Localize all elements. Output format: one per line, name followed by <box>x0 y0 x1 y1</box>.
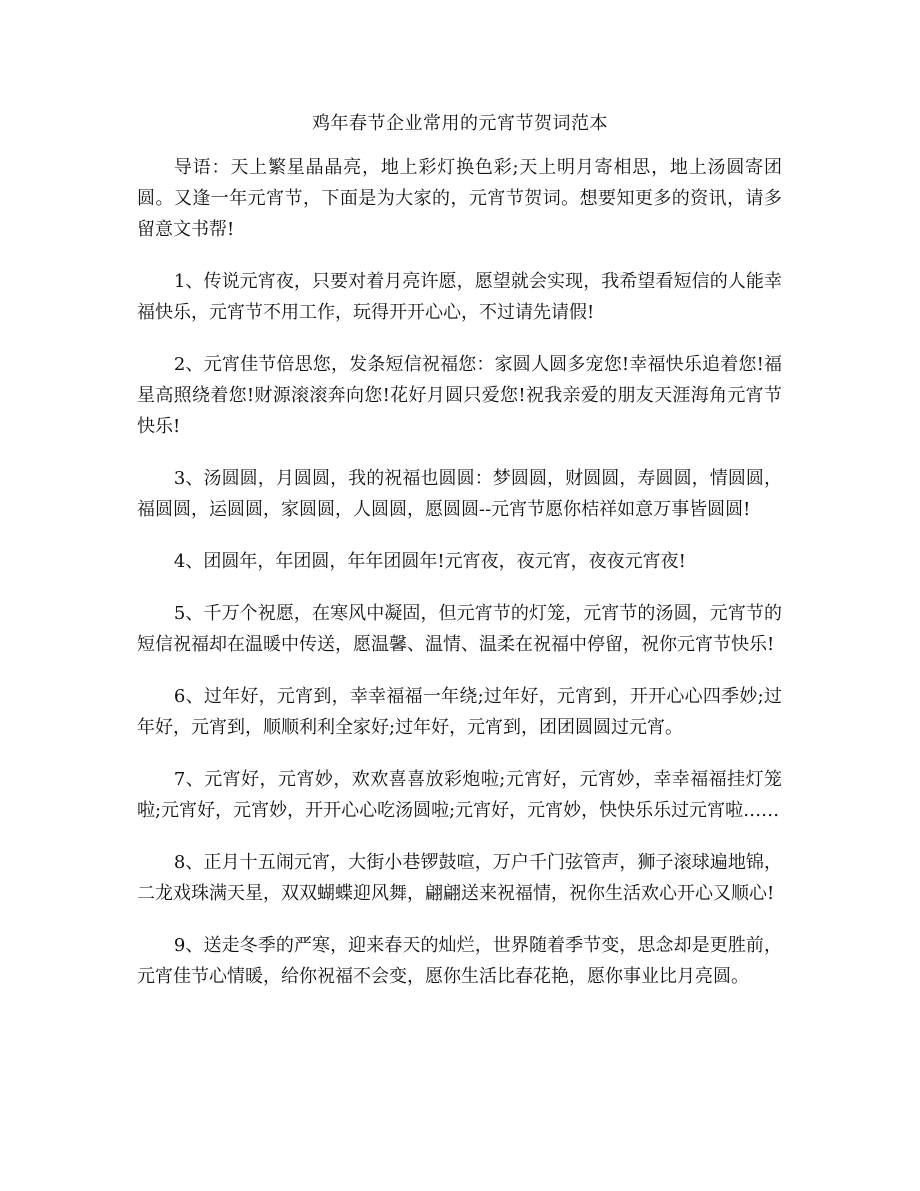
greeting-paragraph-1: 1、传说元宵夜，只要对着月亮许愿，愿望就会实现，我希望看短信的人能幸福快乐，元宵节不用工作，玩得开开心心，不过请先请假! <box>137 271 782 323</box>
greeting-paragraph-4: 4、团圆年，年团圆，年年团圆年!元宵夜，夜元宵，夜夜元宵夜! <box>173 551 686 572</box>
greeting-paragraph-8: 8、正月十五闹元宵，大街小巷锣鼓喧，万户千门弦管声，狮子滚球遍地锦，二龙戏珠满天星，双双蝴蝶迎风舞，翩翩送来祝福情，祝你生活欢心开心又顺心! <box>137 852 782 904</box>
greeting-paragraph-7: 7、元宵好，元宵妙，欢欢喜喜放彩炮啦;元宵好，元宵妙，幸幸福福挂灯笼啦;元宵好，元宵妙，开开心心吃汤圆啦;元宵好，元宵妙，快快乐乐过元宵啦…… <box>137 769 782 821</box>
greeting-paragraph-3: 3、汤圆圆，月圆圆，我的祝福也圆圆：梦圆圆，财圆圆，寿圆圆，情圆圆，福圆圆，运圆圆，家圆圆，人圆圆，愿圆圆--元宵节愿你桔祥如意万事皆圆圆! <box>137 468 782 520</box>
greeting-paragraph-2: 2、元宵佳节倍思您，发条短信祝福您：家圆人圆多宠您!幸福快乐追着您!福星高照绕着您!财源滚滚奔向您!花好月圆只爱您!祝我亲爱的朋友天涯海角元宵节快乐! <box>137 354 782 437</box>
greeting-paragraph-6: 6、过年好，元宵到，幸幸福福一年绕;过年好，元宵到，开开心心四季妙;过年好，元宵到，顺顺利利全家好;过年好，元宵到，团团圆圆过元宵。 <box>137 686 782 738</box>
document-title: 鸡年春节企业常用的元宵节贺词范本 <box>312 113 608 134</box>
document-body <box>137 152 782 1013</box>
greeting-paragraph-5: 5、千万个祝愿，在寒风中凝固，但元宵节的灯笼，元宵节的汤圆，元宵节的短信祝福却在温暖中传送，愿温馨、温情、温柔在祝福中停留，祝你元宵节快乐! <box>137 603 782 655</box>
intro-paragraph: 导语：天上繁星晶晶亮，地上彩灯换色彩;天上明月寄相思，地上汤圆寄团圆。又逢一年元宵节，下面是为大家的，元宵节贺词。想要知更多的资讯，请多留意文书帮! <box>137 157 782 240</box>
greeting-paragraph-9: 9、送走冬季的严寒，迎来春天的灿烂，世界随着季节变，思念却是更胜前，元宵佳节心情暖，给你祝福不会变，愿你生活比春花艳，愿你事业比月亮圆。 <box>137 935 782 987</box>
